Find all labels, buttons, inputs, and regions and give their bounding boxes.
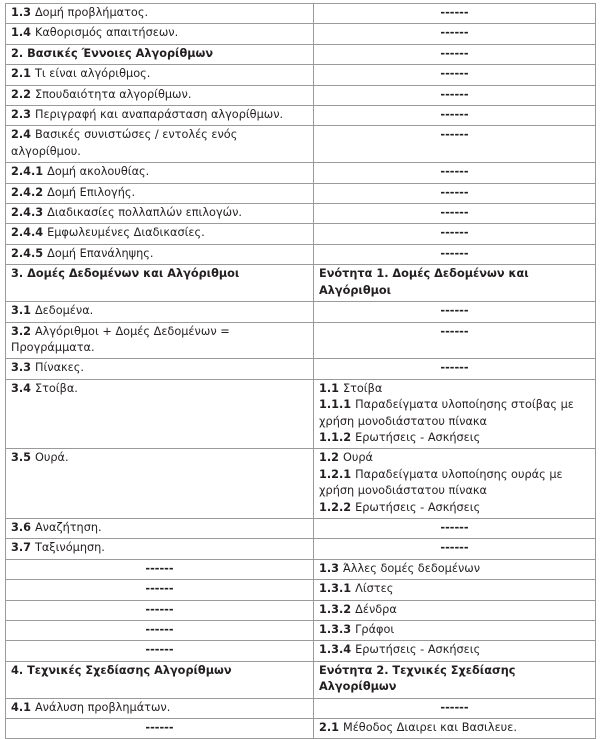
right-cell-dash [314, 204, 596, 224]
item-number: 2.1 [11, 67, 35, 81]
right-cell-dash [314, 244, 596, 264]
item-number: 1.2 [319, 451, 343, 465]
left-cell-item [6, 24, 314, 44]
item-number: 2.3 [11, 108, 35, 122]
section-heading-text: Ενότητα 2. Τεχνικές Σχεδίασης Αλγορίθμων [319, 663, 516, 694]
item-number: 1.3.1 [319, 582, 356, 596]
dash-marker: ------ [145, 602, 174, 616]
left-cell-item [6, 85, 314, 105]
item-text: Αναζήτηση. [34, 520, 102, 534]
left-cell-dash [6, 580, 314, 600]
left-cell-item [6, 183, 314, 203]
right-cell-dash [314, 126, 596, 163]
item-number: 2.4.5 [11, 246, 48, 260]
item-text: Μέθοδος Διαιρει και Βασιλευε. [342, 721, 517, 735]
right-cell-dash [314, 518, 596, 538]
dash-marker: ------ [440, 206, 469, 220]
section-heading-text: 4. Τεχνικές Σχεδίασης Αλγορίθμων [11, 663, 232, 677]
item-number: 1.1 [319, 381, 343, 395]
item-text: Λίστες [355, 582, 394, 596]
item-number: 2.4.3 [11, 206, 48, 220]
dash-marker: ------ [440, 185, 469, 199]
item-number: 2.4.1 [11, 165, 48, 179]
item-number: 3.1 [11, 304, 35, 318]
table-row [6, 183, 596, 203]
table-row [6, 359, 596, 379]
table-row [6, 580, 596, 600]
right-cell-dash [314, 85, 596, 105]
dash-marker: ------ [440, 304, 469, 318]
table-body [6, 4, 596, 739]
right-cell-dash [314, 224, 596, 244]
left-cell-dash [6, 621, 314, 641]
item-text: Βασικές συνιστώσες / εντολές ενός αλγορίθμου. [11, 128, 238, 158]
table-row [6, 621, 596, 641]
dash-marker: ------ [440, 246, 469, 260]
left-cell-item [6, 4, 314, 24]
dash-marker: ------ [440, 226, 469, 240]
item-number: 3.6 [11, 520, 35, 534]
table-row [6, 126, 596, 163]
table-row [6, 322, 596, 359]
right-cell-item [314, 719, 596, 739]
left-cell-item [6, 126, 314, 163]
item-number: 3.2 [11, 324, 35, 338]
item-text: Εμφωλευμένες Διαδικασίες. [47, 226, 205, 240]
left-cell-item [6, 359, 314, 379]
item-number: 1.3.4 [319, 643, 356, 657]
dash-marker: ------ [440, 108, 469, 122]
item-number: 1.3.2 [319, 602, 356, 616]
dash-marker: ------ [440, 67, 469, 81]
section-heading-text: Ενότητα 1. Δομές Δεδομένων και Αλγόριθμοι [319, 267, 529, 297]
dash-marker: ------ [440, 324, 469, 338]
item-number: 3.4 [11, 381, 35, 395]
dash-marker: ------ [440, 700, 469, 714]
dash-marker: ------ [440, 165, 469, 179]
item-text: Δομή Επιλογής. [47, 185, 136, 199]
right-cell-dash [314, 539, 596, 559]
item-text: Παραδείγματα υλοποίησης στοίβας με χρήση μονοδιάστατου πίνακα [319, 398, 574, 428]
item-number: 1.2.1 [319, 467, 356, 481]
left-cell-dash [6, 600, 314, 620]
dash-marker: ------ [440, 541, 469, 555]
list-item [319, 467, 590, 500]
item-number: 2.1 [319, 721, 343, 735]
left-cell-item [6, 322, 314, 359]
item-number: 1.3 [11, 6, 35, 19]
item-text: Ερωτήσεις - Ασκήσεις [355, 500, 481, 514]
item-number: 1.1.2 [319, 430, 356, 444]
item-number: 2.4.4 [11, 226, 48, 240]
item-text: Δομή προβλήματος. [34, 6, 149, 19]
list-item [319, 381, 590, 397]
left-cell-dash [6, 641, 314, 661]
right-cell-item [314, 559, 596, 579]
table-row [6, 24, 596, 44]
table-row [6, 698, 596, 718]
left-cell-section-heading [6, 44, 314, 64]
item-number: 1.3 [319, 561, 343, 575]
right-cell-dash [314, 163, 596, 183]
dash-marker: ------ [440, 46, 469, 60]
section-heading-text: 2. Βασικές Έννοιες Αλγορίθμων [11, 46, 214, 60]
item-text: Ερωτήσεις - Ασκήσεις [355, 643, 481, 657]
table-row [6, 265, 596, 302]
table-row [6, 559, 596, 579]
item-text: Ανάλυση προβλημάτων. [34, 700, 171, 714]
list-item [319, 430, 590, 446]
left-cell-item [6, 698, 314, 718]
right-cell-dash [314, 183, 596, 203]
item-number: 2.2 [11, 87, 35, 101]
item-number: 1.4 [11, 26, 35, 40]
left-cell-item [6, 224, 314, 244]
item-text: Καθορισμός απαιτήσεων. [34, 26, 179, 40]
dash-marker: ------ [440, 26, 469, 40]
dash-marker: ------ [145, 721, 174, 735]
item-number: 2.4 [11, 128, 35, 142]
dash-marker: ------ [145, 582, 174, 596]
dash-marker: ------ [145, 643, 174, 657]
right-cell-dash [314, 359, 596, 379]
left-cell-dash [6, 719, 314, 739]
right-cell-section-heading [314, 661, 596, 698]
table-row [6, 641, 596, 661]
item-text: Στοίβα. [34, 381, 78, 395]
right-cell-dash [314, 4, 596, 24]
right-cell-dash [314, 106, 596, 126]
right-cell-dash [314, 322, 596, 359]
left-cell-item [6, 379, 314, 449]
left-cell-item [6, 163, 314, 183]
left-cell-item [6, 518, 314, 538]
list-item [319, 450, 590, 466]
right-cell-dash [314, 24, 596, 44]
item-text: Πίνακες. [34, 361, 85, 375]
left-cell-item [6, 65, 314, 85]
table-row [6, 719, 596, 739]
left-cell-item [6, 539, 314, 559]
dash-marker: ------ [145, 623, 174, 636]
item-text: Παραδείγματα υλοποίησης ουράς με χρήση μονοδιάστατου πίνακα [319, 467, 563, 498]
dash-marker: ------ [440, 6, 469, 19]
dash-marker: ------ [440, 87, 469, 101]
table-row [6, 449, 596, 519]
right-cell-section-heading [314, 265, 596, 302]
item-text: Ερωτήσεις - Ασκήσεις [355, 430, 481, 444]
item-number: 1.1.1 [319, 398, 356, 412]
table-row [6, 44, 596, 64]
table-row [6, 379, 596, 449]
item-text: Ταξινόμηση. [34, 541, 105, 555]
right-cell-dash [314, 698, 596, 718]
item-text: Αλγόριθμοι + Δομές Δεδομένων = Προγράμματα. [11, 324, 230, 354]
item-text: Περιγραφή και αναπαράσταση αλγορίθμων. [34, 108, 284, 122]
item-text: Δομή Επανάληψης. [47, 246, 154, 260]
table-row [6, 65, 596, 85]
left-cell-section-heading [6, 661, 314, 698]
table-row [6, 163, 596, 183]
dash-marker: ------ [440, 128, 469, 142]
left-cell-item [6, 244, 314, 264]
table-row [6, 244, 596, 264]
right-cell-dash [314, 44, 596, 64]
right-cell-dash [314, 65, 596, 85]
left-cell-dash [6, 559, 314, 579]
dash-marker: ------ [440, 361, 469, 375]
table-row [6, 539, 596, 559]
table-row [6, 204, 596, 224]
item-text: Διαδικασίες πολλαπλών επιλογών. [47, 206, 243, 220]
item-text: Δένδρα [355, 602, 397, 616]
item-number: 4.1 [11, 700, 35, 714]
dash-marker: ------ [145, 561, 174, 575]
table-row [6, 224, 596, 244]
right-cell-item [314, 600, 596, 620]
item-text: Δομή ακολουθίας. [47, 165, 150, 179]
list-item [319, 397, 590, 430]
right-cell-item [314, 621, 596, 641]
syllabus-mapping-table [5, 3, 596, 739]
item-text: Άλλες δομές δεδομένων [342, 561, 481, 575]
item-text: Στοίβα [342, 381, 383, 395]
item-number: 2.4.2 [11, 185, 48, 199]
table-row [6, 600, 596, 620]
left-cell-item [6, 204, 314, 224]
left-cell-section-heading [6, 265, 314, 302]
item-text: Δεδομένα. [34, 304, 94, 318]
table-row [6, 518, 596, 538]
table-row [6, 106, 596, 126]
table-row [6, 661, 596, 698]
table-row [6, 302, 596, 322]
item-text: Γράφοι [355, 623, 395, 636]
item-number: 1.3.3 [319, 623, 356, 636]
item-text: Ουρά [342, 451, 373, 465]
section-heading-text: 3. Δομές Δεδομένων και Αλγόριθμοι [11, 267, 240, 281]
table-row [6, 4, 596, 24]
left-cell-item [6, 449, 314, 519]
item-number: 1.2.2 [319, 500, 356, 514]
item-text: Σπουδαιότητα αλγορίθμων. [34, 87, 192, 101]
item-text: Ουρά. [34, 451, 69, 465]
right-cell-item [314, 580, 596, 600]
left-cell-item [6, 302, 314, 322]
right-cell-multiline [314, 379, 596, 449]
dash-marker: ------ [440, 520, 469, 534]
list-item [319, 500, 590, 516]
right-cell-dash [314, 302, 596, 322]
item-number: 3.7 [11, 541, 35, 555]
table-row [6, 85, 596, 105]
item-number: 3.5 [11, 451, 35, 465]
right-cell-multiline [314, 449, 596, 519]
item-text: Τι είναι αλγόριθμος. [34, 67, 151, 81]
left-cell-item [6, 106, 314, 126]
item-number: 3.3 [11, 361, 35, 375]
right-cell-item [314, 641, 596, 661]
